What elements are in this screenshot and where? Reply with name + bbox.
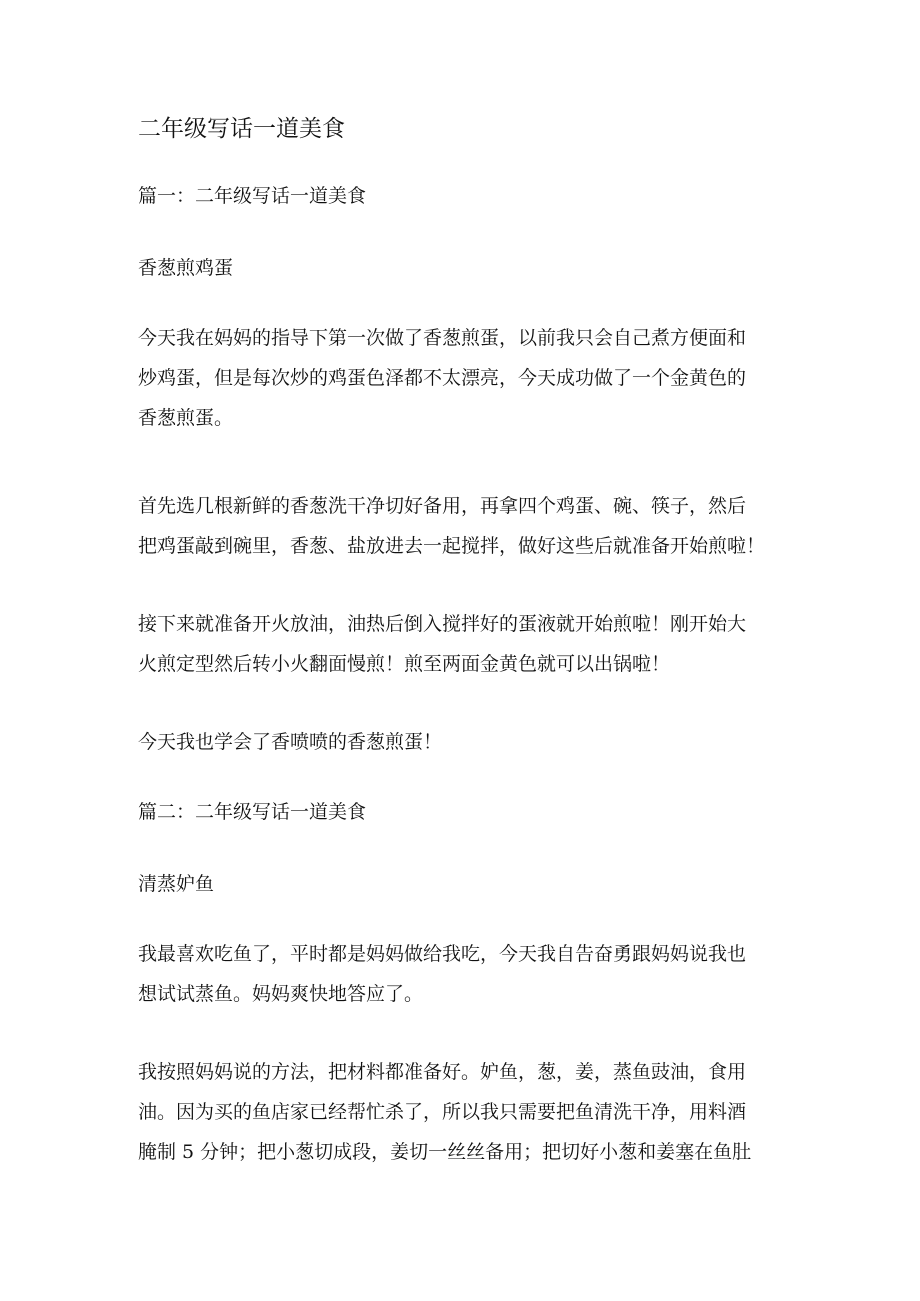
section2-paragraph-1 [138,934,798,1014]
dish-name-text: 清蒸妒鱼 [138,873,215,895]
dish-name-text: 香葱煎鸡蛋 [138,257,234,279]
section1-heading [138,176,798,216]
section-heading-text: 篇一：二年级写话一道美食 [138,185,367,207]
document-title: 二年级写话一道美食 [138,116,345,142]
paragraph-line: 腌制 5 分钟；把小葱切成段，姜切一丝丝备用；把切好小葱和姜塞在鱼肚 [138,1141,752,1163]
section-heading-text: 篇二：二年级写话一道美食 [138,801,367,823]
paragraph-line: 我按照妈妈说的方法，把材料都准备好。妒鱼，葱，姜，蒸鱼豉油，食用 [138,1061,747,1083]
paragraph-line: 接下来就准备开火放油，油热后倒入搅拌好的蛋液就开始煎啦！刚开始大 [138,613,747,635]
section1-paragraph-4 [138,722,798,762]
section1-paragraph-3 [138,604,798,684]
paragraph-line: 今天我也学会了香喷喷的香葱煎蛋！ [138,731,443,753]
section1-dish-name [138,248,798,288]
paragraph-line: 把鸡蛋敲到碗里，香葱、盐放进去一起搅拌，做好这些后就准备开始煎啦！ [138,535,766,557]
paragraph-line: 我最喜欢吃鱼了，平时都是妈妈做给我吃，今天我自告奋勇跟妈妈说我也 [138,943,747,965]
paragraph-line: 炒鸡蛋，但是每次炒的鸡蛋色泽都不太漂亮，今天成功做了一个金黄色的 [138,367,747,389]
section1-paragraph-1 [138,318,798,438]
paragraph-line: 首先选几根新鲜的香葱洗干净切好备用，再拿四个鸡蛋、碗、筷子，然后 [138,495,747,517]
section2-paragraph-2 [138,1052,798,1172]
paragraph-line: 火煎定型然后转小火翻面慢煎！煎至两面金黄色就可以出锅啦！ [138,653,671,675]
section1-paragraph-2 [138,486,798,566]
section2-heading [138,792,798,832]
paragraph-line: 今天我在妈妈的指导下第一次做了香葱煎蛋，以前我只会自己煮方便面和 [138,327,747,349]
paragraph-line: 香葱煎蛋。 [138,407,234,429]
paragraph-line: 想试试蒸鱼。妈妈爽快地答应了。 [138,983,424,1005]
paragraph-line: 油。因为买的鱼店家已经帮忙杀了，所以我只需要把鱼清洗干净，用料酒 [138,1101,747,1123]
section2-dish-name [138,864,798,904]
